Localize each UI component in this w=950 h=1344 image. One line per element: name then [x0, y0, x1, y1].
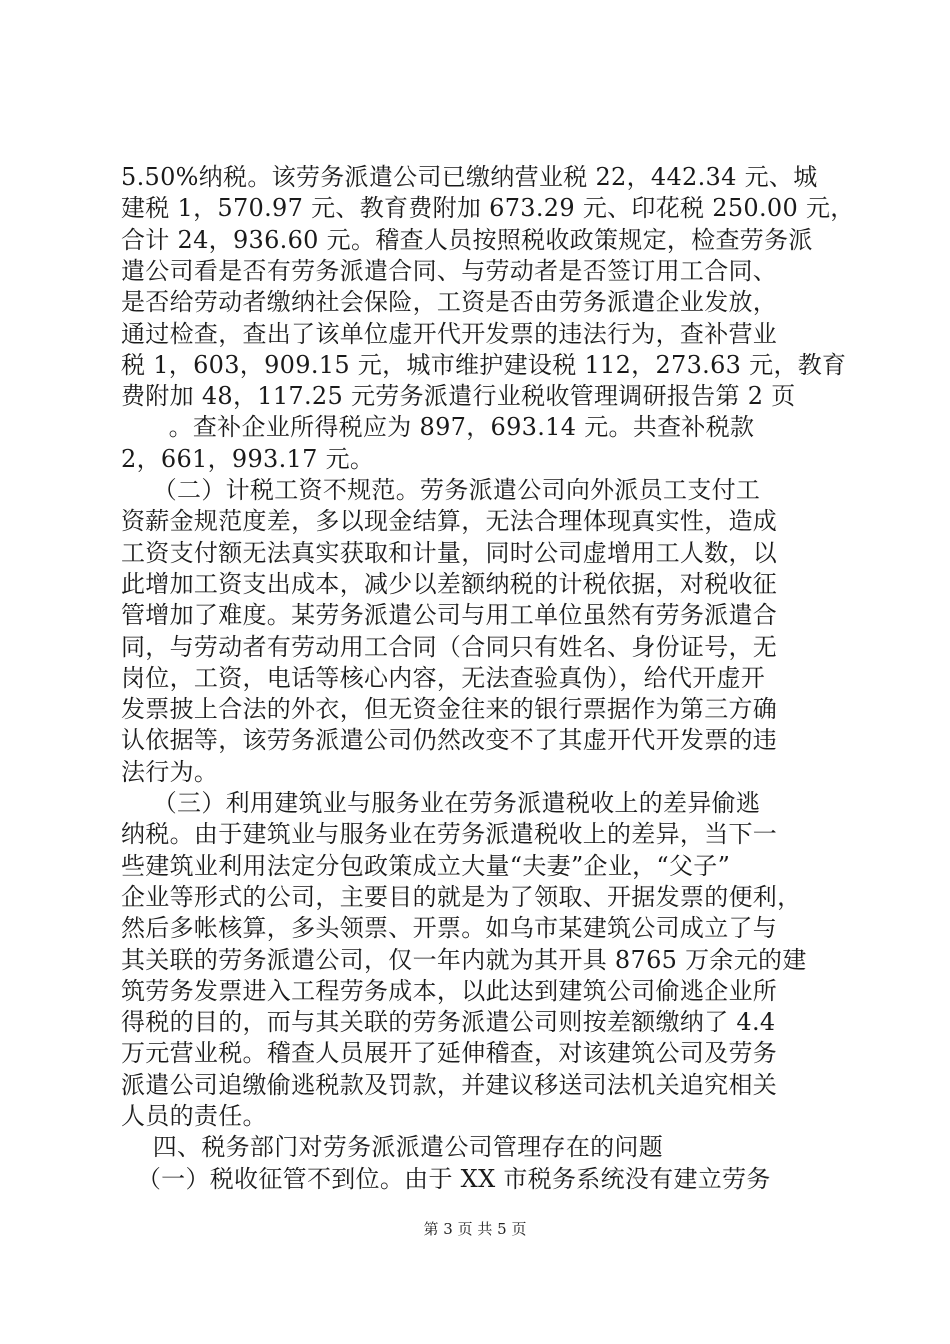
text-line: 遣公司看是否有劳务派遣合同、与劳动者是否签订用工合同、 — [121, 256, 778, 285]
text-line: 合计 24，936.60 元。稽查人员按照税收政策规定，检查劳务派 — [121, 225, 813, 254]
text-line: 其关联的劳务派遣公司，仅一年内就为其开具 8765 万余元的建 — [121, 945, 807, 974]
text-line: 是否给劳动者缴纳社会保险，工资是否由劳务派遣企业发放， — [121, 288, 778, 317]
text-line: 同，与劳动者有劳动用工合同（合同只有姓名、身份证号，无 — [121, 632, 778, 661]
text-line: 5.50%纳税。该劳务派遣公司已缴纳营业税 22，442.34 元、城 — [121, 163, 818, 191]
text-line: 万元营业税。稽查人员展开了延伸稽查，对该建筑公司及劳务 — [121, 1039, 778, 1068]
text-line: 企业等形式的公司，主要目的就是为了领取、开据发票的便利， — [121, 882, 802, 911]
text-line: 发票披上合法的外衣，但无资金往来的银行票据作为第三方确 — [121, 695, 778, 724]
text-line: 。查补企业所得税应为 897，693.14 元。共查补税款 — [121, 413, 755, 442]
text-line: （二）计税工资不规范。劳务派遣公司向外派员工支付工 — [121, 476, 761, 504]
text-line: （一）税收征管不到位。由于 XX 市税务系统没有建立劳务 — [121, 1164, 771, 1193]
text-line: 认依据等，该劳务派遣公司仍然改变不了其虚开代开发票的违 — [121, 726, 778, 755]
text-line: 建税 1，570.97 元、教育费附加 673.29 元、印花税 250.00 元， — [121, 194, 855, 223]
text-line: 2，661，993.17 元。 — [121, 444, 375, 473]
text-line: （三）利用建筑业与服务业在劳务派遣税收上的差异偷逃 — [121, 789, 761, 817]
text-line: 岗位，工资，电话等核心内容，无法查验真伪），给代开虚开 — [121, 663, 766, 692]
text-line: 筑劳务发票进入工程劳务成本，以此达到建筑公司偷逃企业所 — [121, 976, 778, 1005]
text-line: 法行为。 — [121, 757, 219, 786]
text-line: 此增加工资支出成本，减少以差额纳税的计税依据，对税收征 — [121, 569, 778, 598]
text-line: 资薪金规范度差，多以现金结算，无法合理体现真实性，造成 — [121, 507, 778, 536]
text-line: 通过检查，查出了该单位虚开代开发票的违法行为，查补营业 — [121, 319, 778, 348]
text-line: 纳税。由于建筑业与服务业在劳务派遣税收上的差异，当下一 — [121, 820, 778, 849]
text-line: 得税的目的，而与其关联的劳务派遣公司则按差额缴纳了 4.4 — [121, 1008, 776, 1037]
text-line: 然后多帐核算，多头领票、开票。如乌市某建筑公司成立了与 — [121, 914, 778, 943]
text-line: 工资支付额无法真实获取和计量，同时公司虚增用工人数，以 — [121, 538, 778, 567]
text-line: 人员的责任。 — [121, 1102, 267, 1130]
page-number-footer: 第 3 页 共 5 页 — [423, 1220, 527, 1238]
text-line: 些建筑业利用法定分包政策成立大量“夫妻”企业，“父子” — [121, 851, 731, 880]
text-line: 费附加 48，117.25 元劳务派遣行业税收管理调研报告第 2 页 — [121, 382, 796, 411]
text-line: 四、税务部门对劳务派派遣公司管理存在的问题 — [121, 1133, 664, 1162]
text-line: 派遣公司追缴偷逃税款及罚款，并建议移送司法机关追究相关 — [121, 1070, 778, 1099]
text-line: 税 1，603，909.15 元，城市维护建设税 112，273.63 元，教育 — [121, 350, 847, 379]
text-line: 管增加了难度。某劳务派遣公司与用工单位虽然有劳务派遣合 — [121, 601, 778, 630]
